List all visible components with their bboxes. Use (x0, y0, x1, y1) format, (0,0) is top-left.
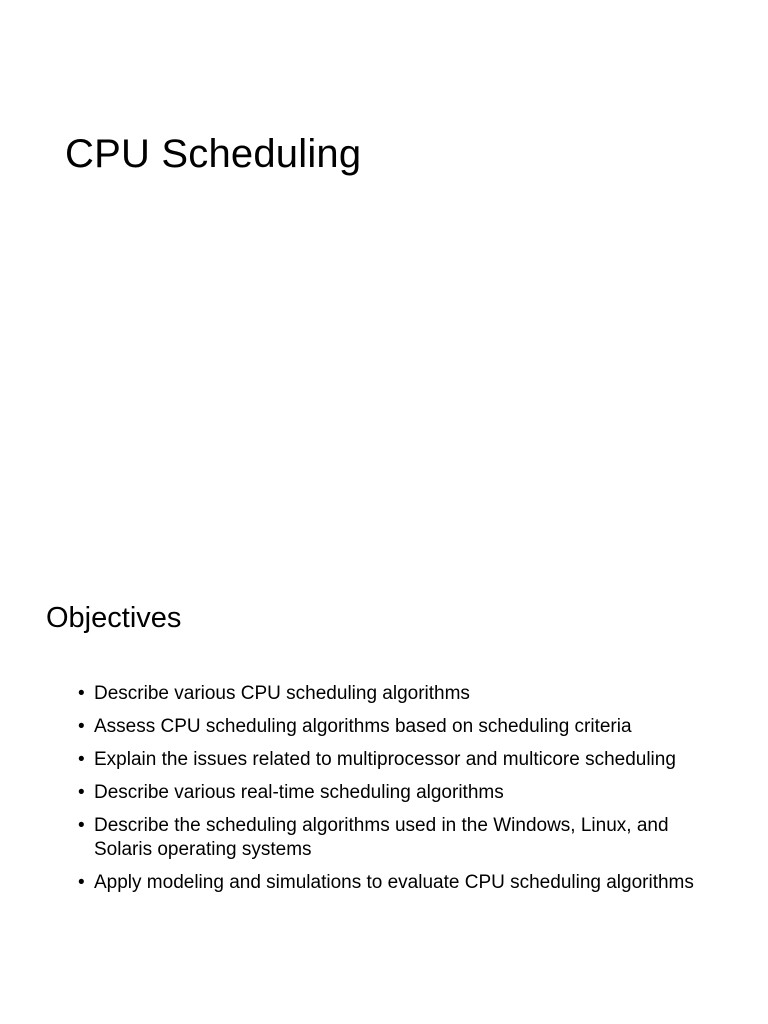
objectives-heading: Objectives (46, 602, 182, 634)
list-item-text: Assess CPU scheduling algorithms based on scheduling criteria (94, 716, 632, 737)
list-item (78, 715, 698, 739)
bullet-icon: • (78, 749, 85, 770)
objectives-list (78, 682, 698, 904)
list-item (78, 682, 698, 706)
list-item (78, 871, 698, 895)
list-item-text: Explain the issues related to multiprocessor and multicore scheduling (94, 749, 676, 770)
slide-title: CPU Scheduling (65, 132, 362, 176)
objectives-slide (0, 512, 768, 1024)
list-item-text: Apply modeling and simulations to evaluate CPU scheduling algorithms (94, 872, 694, 893)
bullet-icon: • (78, 815, 85, 836)
list-item (78, 748, 698, 772)
bullet-icon: • (78, 782, 85, 803)
list-item-text: Describe the scheduling algorithms used in the Windows, Linux, and Solaris operating systems (94, 815, 669, 860)
list-item (78, 814, 698, 862)
list-item-text: Describe various real-time scheduling algorithms (94, 782, 504, 803)
bullet-icon: • (78, 872, 85, 893)
list-item-text: Describe various CPU scheduling algorithms (94, 683, 470, 704)
bullet-icon: • (78, 683, 85, 704)
bullet-icon: • (78, 716, 85, 737)
list-item (78, 781, 698, 805)
